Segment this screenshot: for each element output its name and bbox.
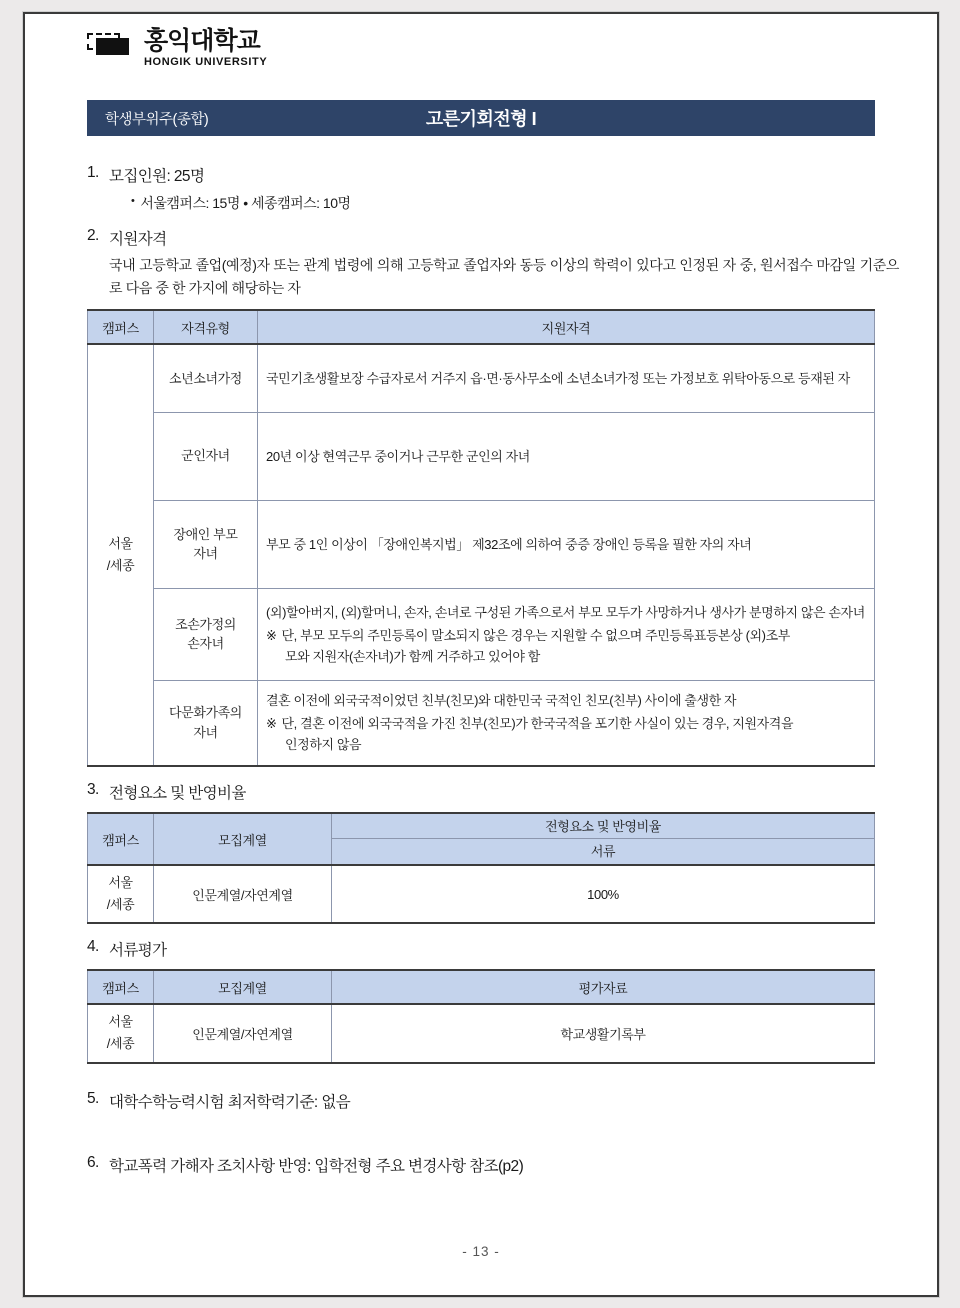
cell-campus xyxy=(88,1004,154,1062)
cell-type-3-line-1: 장애인 부모 xyxy=(173,526,238,542)
cell-type-3-line-2: 자녀 xyxy=(193,546,218,562)
cell-track: 인문계열/자연계열 xyxy=(154,865,332,923)
table-header-row xyxy=(88,970,875,1004)
table-row xyxy=(88,1004,875,1062)
page-frame xyxy=(23,12,939,1297)
header-qualification-desc: 지원자격 xyxy=(258,310,875,344)
logo-korean-name: 홍익대학교 xyxy=(144,27,260,55)
bullet-dot-icon: • xyxy=(131,195,135,207)
admission-type-label: 학생부위주(종합) xyxy=(105,111,209,128)
cell-type-5-line-2: 자녀 xyxy=(193,724,218,740)
cell-type-5-line-1: 다문화가족의 xyxy=(169,705,242,721)
cell-desc-5-note xyxy=(266,713,866,734)
cell-ratio: 100% xyxy=(332,865,875,923)
note-mark-icon: ※ xyxy=(266,627,277,643)
header-campus: 캠퍼스 xyxy=(88,813,154,865)
section-6-heading xyxy=(87,1154,899,1176)
header-elements-group-top: 전형요소 및 반영비율 xyxy=(332,814,874,839)
section-5-heading xyxy=(87,1090,899,1112)
page-title: 고른기회전형 I xyxy=(425,109,537,129)
page-number: - 13 - xyxy=(462,1244,500,1259)
header-elements-group xyxy=(332,813,875,865)
document-evaluation-table xyxy=(87,969,875,1063)
table-row xyxy=(88,680,875,766)
cell-type-3 xyxy=(154,500,258,588)
header-qualification-type: 자격유형 xyxy=(154,310,258,344)
table-row xyxy=(88,344,875,412)
section-6-title: 학교폭력 가해자 조치사항 반영: 입학전형 주요 변경사항 참조(p2) xyxy=(109,1157,524,1175)
campus-line-1: 서울 xyxy=(108,1014,133,1030)
document-body xyxy=(87,150,899,1176)
cell-desc-4-note xyxy=(266,625,866,646)
note-mark-icon: ※ xyxy=(266,716,277,732)
table-header-row xyxy=(88,310,875,344)
cell-eval-material: 학교생활기록부 xyxy=(332,1004,875,1062)
section-1-heading xyxy=(87,164,899,186)
cell-type-1: 소년소녀가정 xyxy=(154,344,258,412)
section-3-title: 전형요소 및 반영비율 xyxy=(109,785,246,803)
section-5-title: 대학수학능력시험 최저학력기준: 없음 xyxy=(109,1093,351,1111)
university-logo xyxy=(87,28,267,68)
header-campus: 캠퍼스 xyxy=(88,970,154,1004)
table-row xyxy=(88,865,875,923)
section-1-number: 1. xyxy=(87,164,99,181)
section-1-title: 모집인원: 25명 xyxy=(109,168,205,185)
cell-desc-5-note-text: 단, 결혼 이전에 외국국적을 가진 친부(친모)가 한국국적을 포기한 사실이 있는 경우, 지원자격을 xyxy=(281,716,794,732)
header-elements-group-bottom: 서류 xyxy=(590,844,616,860)
section-1-bullet-text: 서울캠퍼스: 15명 • 세종캠퍼스: 10명 xyxy=(140,195,351,211)
cell-desc-4-note-text: 단, 부모 모두의 주민등록이 말소되지 않은 경우는 지원할 수 없으며 주민등록표등본상 (외)조부 xyxy=(281,627,790,643)
section-2-heading xyxy=(87,227,899,249)
section-2-paragraph: 국내 고등학교 졸업(예정)자 또는 관계 법령에 의해 고등학교 졸업자와 동등 이상의 학력이 있다고 인정된 자 중, 원서접수 마감일 기준으로 다음 중 한 가지에 해당하는 자 xyxy=(109,257,899,297)
cell-desc-5-note-cont: 인정하지 않음 xyxy=(285,737,362,753)
cell-track: 인문계열/자연계열 xyxy=(154,1004,332,1062)
hongik-logo-mark-icon xyxy=(87,33,135,59)
cell-type-5 xyxy=(154,680,258,766)
section-4-heading xyxy=(87,938,899,960)
cell-desc-4-main: (외)할아버지, (외)할머니, 손자, 손녀로 구성된 가족으로서 부모 모두가 사망하거나 생사가 분명하지 않은 손자녀 xyxy=(266,604,865,620)
section-1-bullet xyxy=(131,193,899,213)
header-track: 모집계열 xyxy=(154,813,332,865)
section-4-number: 4. xyxy=(87,938,99,956)
cell-campus xyxy=(88,344,154,766)
logo-english-name: HONGIK UNIVERSITY xyxy=(144,56,268,68)
table-row xyxy=(88,500,875,588)
cell-desc-4-note-cont: 모와 지원자(손자녀)가 함께 거주하고 있어야 함 xyxy=(285,648,540,664)
header-campus: 캠퍼스 xyxy=(88,310,154,344)
cell-type-4 xyxy=(154,588,258,680)
table-header-row xyxy=(88,813,875,865)
campus-line-2: /세종 xyxy=(106,897,135,913)
admission-title-bar xyxy=(87,100,875,136)
table-row xyxy=(88,588,875,680)
cell-campus xyxy=(88,865,154,923)
section-6-number: 6. xyxy=(87,1153,99,1171)
table-row xyxy=(88,412,875,500)
campus-line-1: 서울 xyxy=(108,875,133,891)
section-2-number: 2. xyxy=(87,227,99,244)
header-eval-material: 평가자료 xyxy=(332,970,875,1004)
section-3-heading xyxy=(87,781,899,803)
section-3-number: 3. xyxy=(87,781,99,799)
section-4-title: 서류평가 xyxy=(109,942,167,960)
cell-desc-2: 20년 이상 현역근무 중이거나 근무한 군인의 자녀 xyxy=(258,412,875,500)
cell-type-4-line-2: 손자녀 xyxy=(187,636,224,652)
campus-line-2: /세종 xyxy=(106,558,135,574)
elements-ratio-table xyxy=(87,812,875,924)
cell-type-2: 군인자녀 xyxy=(154,412,258,500)
qualification-table xyxy=(87,309,875,767)
cell-desc-4 xyxy=(258,588,875,680)
cell-desc-5-main: 결혼 이전에 외국국적이었던 친부(친모)와 대한민국 국적인 친모(친부) 사이에 출생한 자 xyxy=(266,693,737,709)
section-5-number: 5. xyxy=(87,1089,99,1107)
cell-desc-3: 부모 중 1인 이상이 「장애인복지법」 제32조에 의하여 중증 장애인 등록을 필한 자의 자녀 xyxy=(258,500,875,588)
cell-desc-5 xyxy=(258,680,875,766)
cell-desc-1: 국민기초생활보장 수급자로서 거주지 읍·면·동사무소에 소년소녀가정 또는 가정보호 위탁아동으로 등재된 자 xyxy=(258,344,875,412)
header-track: 모집계열 xyxy=(154,970,332,1004)
campus-line-1: 서울 xyxy=(108,536,133,552)
campus-line-2: /세종 xyxy=(106,1036,135,1052)
section-2-title: 지원자격 xyxy=(109,231,167,248)
cell-type-4-line-1: 조손가정의 xyxy=(175,616,236,632)
